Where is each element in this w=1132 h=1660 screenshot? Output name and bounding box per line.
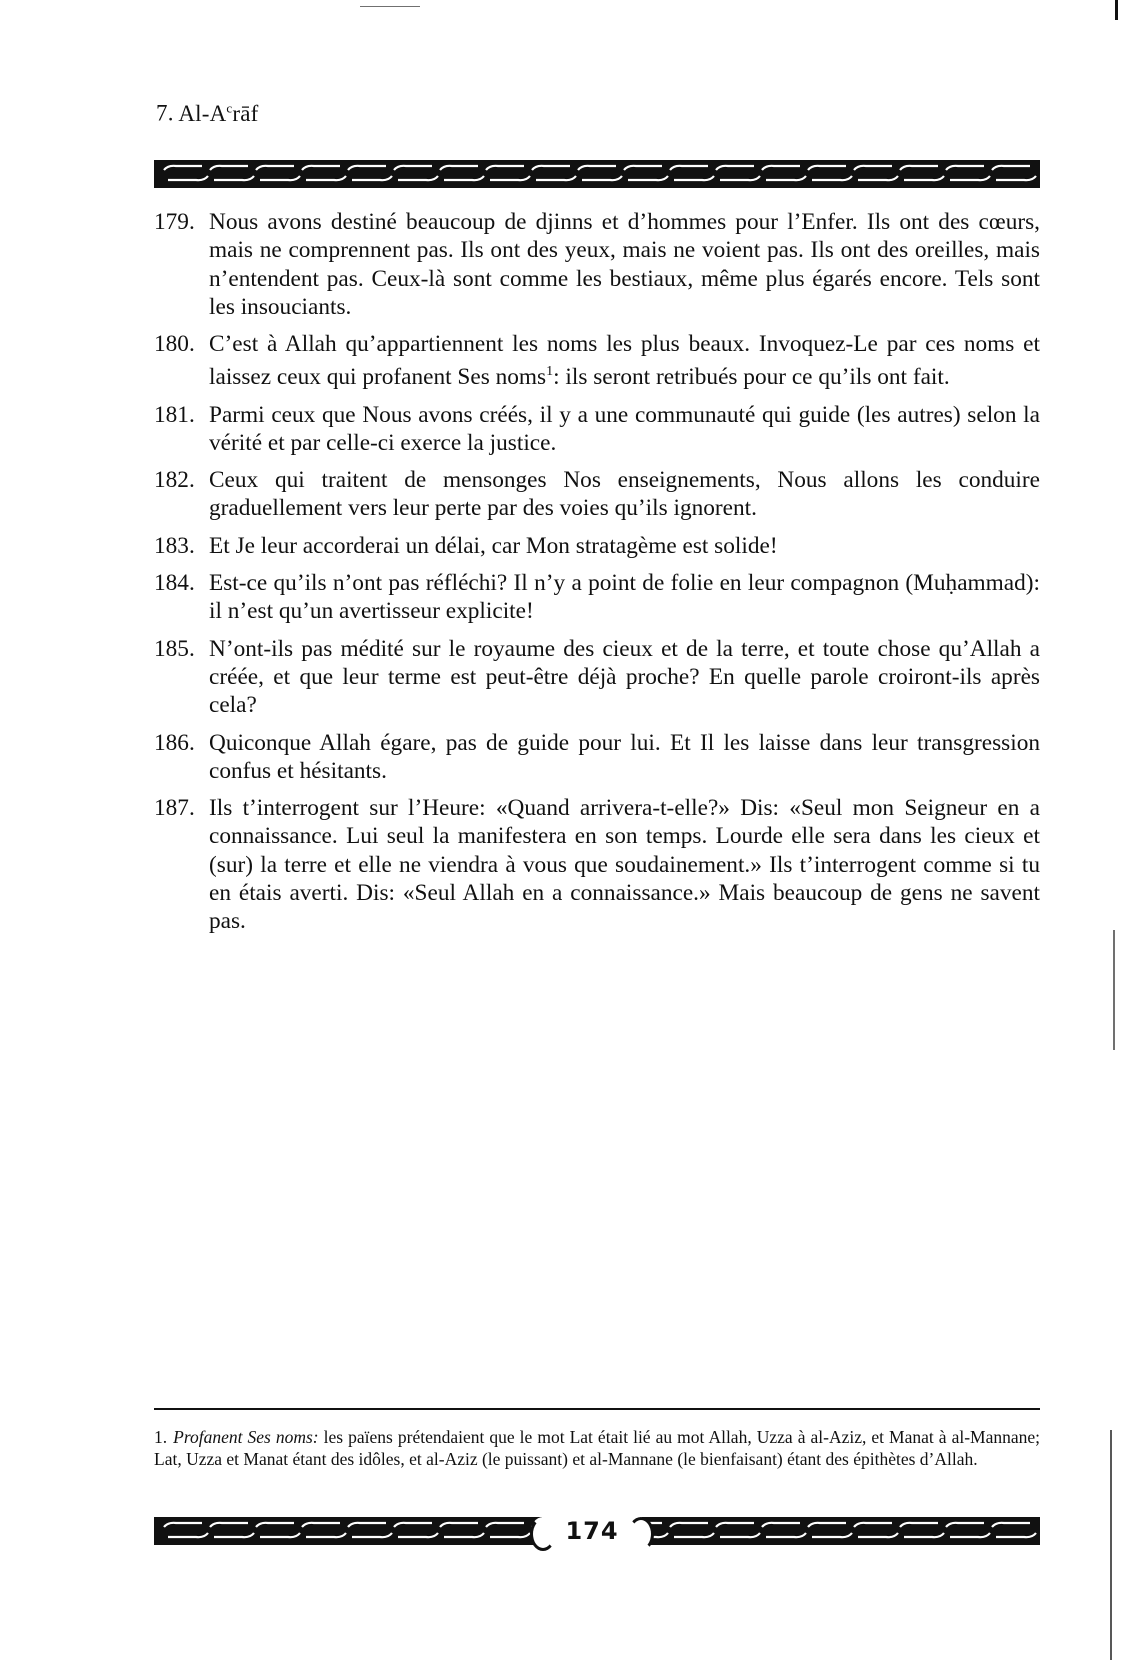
verse-text-part: C’est à Allah qu’appartiennent les noms les plus beaux. Invoquez-Le par ces noms et laissez ceux qui profanent Ses noms [209, 331, 1040, 391]
chain-link [950, 1533, 990, 1537]
chain-link [992, 166, 1030, 170]
scan-artifact [360, 6, 420, 7]
verse-text: N’ont-ils pas médité sur le royaume des cieux et de la terre, et toute chose qu’Allah a créée, et que leur terme est peut-être déjà proche? En quelle parole croiront-ils après cela? [209, 635, 1040, 719]
scan-artifact [1113, 930, 1115, 1050]
page-number: 174 [565, 1517, 619, 1545]
verse-text: Est-ce qu’ils n’ont pas réfléchi? Il n’y a point de folie en leur compagnon (Muḥammad): il n’est qu’un avertisseur explicite! [209, 570, 1040, 625]
verse-number: 181. [154, 401, 195, 428]
chain-link [164, 1523, 202, 1527]
page-edge [1110, 1430, 1112, 1660]
chain-link [670, 166, 708, 170]
chain-link [214, 1533, 254, 1537]
chain-link [348, 1523, 386, 1527]
chain-link [486, 1523, 524, 1527]
footnote-text: les païens prétendaient que le mot Lat était lié au mot Allah, Uzza à al-Aziz, et Manat à al-Mannane; Lat, Uzza et Manat étant des idôles, et al-Aziz (le puissant) et al-Mannane (le bienfaisant) étant des épithètes d’Allah. [154, 1427, 1040, 1469]
verse-182 [154, 466, 1040, 523]
verse-180 [154, 330, 1040, 391]
footnote-number: 1. [154, 1427, 168, 1447]
verse-184 [154, 569, 1040, 626]
chain-link [352, 1533, 392, 1537]
chain-link [260, 176, 300, 180]
chain-link [306, 1533, 346, 1537]
verse-number: 180. [154, 331, 195, 358]
chain-link [858, 176, 898, 180]
chain-link [256, 1523, 294, 1527]
chain-link [578, 166, 616, 170]
chain-link [168, 176, 208, 180]
chain-link [486, 166, 524, 170]
footnote-term: Profanent Ses noms: [173, 1427, 319, 1447]
chain-link [716, 1523, 754, 1527]
chain-link [256, 166, 294, 170]
chain-link [536, 176, 576, 180]
chain-link [812, 176, 852, 180]
verse-number: 187. [154, 795, 195, 822]
chain-link [260, 1533, 300, 1537]
chain-pattern-top [154, 160, 1040, 188]
chain-link [210, 1523, 248, 1527]
chapter-name-part: rāf [232, 100, 259, 126]
chain-link [394, 166, 432, 170]
chain-link [716, 166, 754, 170]
chapter-name [178, 101, 258, 126]
verse-185 [154, 635, 1040, 720]
chain-link [532, 166, 570, 170]
chain-link [766, 176, 806, 180]
verse-text: Parmi ceux que Nous avons créés, il y a une communauté qui guide (les autres) selon la vérité et par celle-ci exerce la justice. [209, 401, 1040, 456]
verse-183 [154, 532, 1040, 560]
chain-link [808, 166, 846, 170]
chain-link [490, 1533, 530, 1537]
chain-link [624, 166, 662, 170]
chain-link [394, 1523, 432, 1527]
chain-link [854, 166, 892, 170]
chain-link [444, 176, 484, 180]
chain-link [306, 176, 346, 180]
chain-link [674, 1533, 714, 1537]
verse-181 [154, 401, 1040, 458]
chain-link [348, 166, 386, 170]
chapter-name-part: Al-A [178, 100, 227, 126]
chain-link [302, 166, 340, 170]
page-number-badge [542, 1513, 642, 1549]
verse-187 [154, 794, 1040, 935]
verse-number: 179. [154, 209, 195, 235]
chain-link [440, 1523, 478, 1527]
chain-link [808, 1523, 846, 1527]
verse-text: Nous avons destiné beaucoup de djinns et d’hommes pour l’Enfer. Ils ont des cœurs, mais ne comprennent pas. Ils ont des yeux, mais ne voient pas. Ils ont des oreilles, mais n’entendent pas. Ceux-là sont comme les bestiaux, même plus égarés encore. Tels sont les insouciants. [209, 209, 1040, 320]
chapter-number: 7. [156, 100, 174, 126]
chain-link [858, 1533, 898, 1537]
chain-link [398, 1533, 438, 1537]
verse-text-part: : ils seront retribués pour ce qu’ils ont fait. [553, 364, 950, 391]
verse-number: 183. [154, 532, 195, 559]
verse-number: 185. [154, 635, 195, 662]
chain-link [996, 1533, 1036, 1537]
chain-link [670, 1523, 708, 1527]
verse-text: Quiconque Allah égare, pas de guide pour lui. Et Il les laisse dans leur transgression confus et hésitants. [209, 729, 1040, 784]
chain-link [904, 1533, 944, 1537]
footnote-divider [154, 1408, 1040, 1410]
chain-link [762, 166, 800, 170]
chain-link [490, 176, 530, 180]
verse-number: 182. [154, 467, 195, 494]
chain-link [210, 166, 248, 170]
chain-link [444, 1533, 484, 1537]
chain-link [720, 176, 760, 180]
verse-text [209, 330, 1040, 391]
chain-link [946, 1523, 984, 1527]
verse-186 [154, 729, 1040, 786]
chain-link [674, 176, 714, 180]
chain-link [440, 166, 478, 170]
chain-link [950, 176, 990, 180]
footnote-reference[interactable]: 1 [546, 364, 554, 380]
footnote [154, 1426, 1040, 1470]
chain-link [904, 176, 944, 180]
chain-link [900, 166, 938, 170]
verse-text: Et Je leur accorderai un délai, car Mon stratagème est solide! [209, 532, 778, 559]
chain-link [946, 166, 984, 170]
verse-number: 186. [154, 729, 195, 756]
chain-link [762, 1523, 800, 1527]
chain-link [582, 176, 622, 180]
chain-link [854, 1523, 892, 1527]
verse-list [154, 208, 1040, 945]
chain-link [302, 1523, 340, 1527]
chain-link [766, 1533, 806, 1537]
chain-link [812, 1533, 852, 1537]
chapter-title [156, 100, 259, 127]
chain-link [720, 1533, 760, 1537]
verse-text: Ceux qui traitent de mensonges Nos enseignements, Nous allons les conduire graduellement vers leur perte par des voies qu’ils ignorent. [209, 467, 1040, 522]
verse-text: Ils t’interrogent sur l’Heure: «Quand arrivera-t-elle?» Dis: «Seul mon Seigneur en a connaissance. Lui seul la manifestera en son temps. Lourde elle sera dans les cieux et (sur) la terre et elle ne viendra à vous que soudainement.» Ils t’interrogent comme si tu en étais averti. Dis: «Seul Allah en a connaissance.» Mais beaucoup de gens ne savent pas. [209, 795, 1040, 935]
chain-link [164, 166, 202, 170]
chain-link [214, 176, 254, 180]
chain-link [352, 176, 392, 180]
chain-link [992, 1523, 1030, 1527]
verse-number: 184. [154, 570, 195, 597]
chain-link [628, 176, 668, 180]
edge-mark [1115, 0, 1118, 20]
chapter-name-sup: c [226, 100, 233, 115]
chain-link [900, 1523, 938, 1527]
verse-179 [154, 208, 1040, 321]
decorative-chain-border-top [154, 160, 1040, 188]
chain-link [398, 176, 438, 180]
chain-link [996, 176, 1036, 180]
chain-link [168, 1533, 208, 1537]
